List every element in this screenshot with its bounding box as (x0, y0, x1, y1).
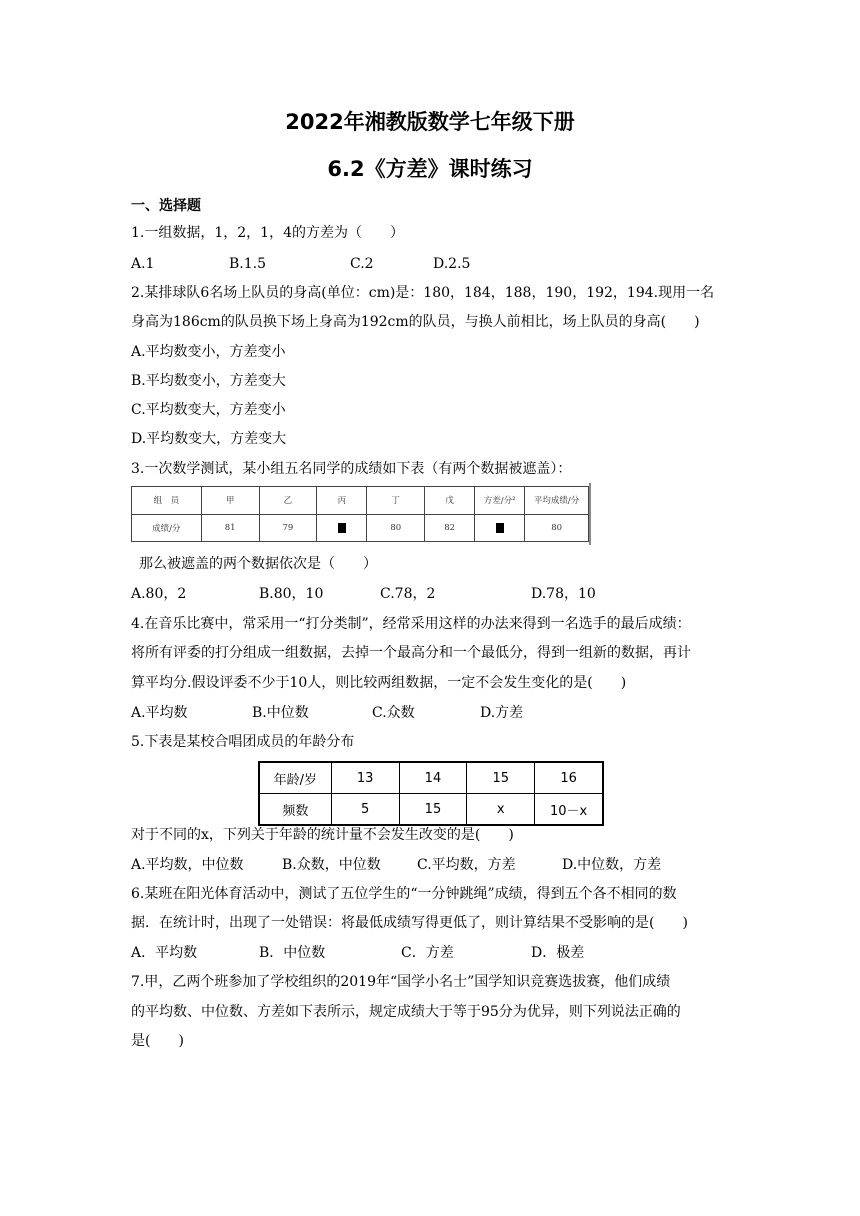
question-6-option-d: D．极差 (531, 945, 585, 961)
question-3-score-table (131, 486, 589, 542)
question-6-option-b: B．中位数 (259, 945, 326, 961)
table-cell: 82 (425, 514, 475, 542)
table-cell: 10－x (535, 794, 603, 826)
table-cell: 平均成绩/分 (525, 487, 589, 515)
question-1-option-a: A.1 (131, 256, 155, 272)
question-2-line-1: 2.某排球队6名场上队员的身高(单位：cm)是：180，184，188，190，192，194.现用一名 (131, 285, 715, 301)
table-cell-covered (475, 514, 525, 542)
question-1-option-c: C.2 (350, 256, 374, 272)
table-cell: x (467, 794, 535, 826)
section-heading: 一、选择题 (131, 198, 201, 214)
question-5-option-c: C.平均数，方差 (417, 857, 516, 873)
question-2-option-d: D.平均数变大，方差变大 (131, 431, 287, 447)
table-row (259, 762, 603, 794)
question-7-line-1: 7.甲，乙两个班参加了学校组织的2019年“国学小名士”国学知识竞赛选拔赛，他们成绩 (131, 974, 671, 990)
table-row (259, 794, 603, 826)
table-row (132, 514, 589, 542)
table-cell: 丁 (367, 487, 425, 515)
table-cell: 15 (467, 762, 535, 794)
covered-block (338, 523, 346, 533)
question-2-option-b: B.平均数变小，方差变大 (131, 373, 286, 389)
question-6-line-1: 6.某班在阳光体育活动中，测试了五位学生的“一分钟跳绳”成绩，得到五个各不相同的数 (131, 886, 677, 902)
question-6-line-2: 据．在统计时，出现了一处错误：将最低成绩写得更低了，则计算结果不受影响的是( ) (131, 915, 688, 931)
question-1-stem: 1.一组数据，1，2，1，4的方差为（ ） (131, 225, 404, 241)
question-4-line-2: 将所有评委的打分组成一组数据，去掉一个最高分和一个最低分，得到一组新的数据，再计 (131, 645, 691, 661)
question-5-option-d: D.中位数，方差 (562, 857, 662, 873)
question-6-option-a: A．平均数 (131, 945, 198, 961)
question-7-line-2: 的平均数、中位数、方差如下表所示，规定成绩大于等于95分为优异，则下列说法正确的 (131, 1004, 681, 1020)
table-cell: 甲 (201, 487, 259, 515)
question-5-followup: 对于不同的x，下列关于年龄的统计量不会发生改变的是( ) (131, 827, 514, 843)
document-subtitle: 6.2《方差》课时练习 (327, 157, 533, 181)
table-cell: 16 (535, 762, 603, 794)
question-3-option-a: A.80，2 (131, 586, 187, 602)
question-2-line-2: 身高为186cm的队员换下场上身高为192cm的队员，与换人前相比，场上队员的身高( ) (131, 314, 700, 330)
table-cell: 80 (367, 514, 425, 542)
table-cell: 80 (525, 514, 589, 542)
question-4-line-3: 算平均分.假设评委不少于10人，则比较两组数据，一定不会发生变化的是( ) (131, 675, 627, 691)
table-cell: 戊 (425, 487, 475, 515)
question-4-option-b: B.中位数 (252, 705, 309, 721)
document-title: 2022年湘教版数学七年级下册 (285, 110, 575, 134)
covered-block (496, 523, 504, 533)
question-4-option-d: D.方差 (480, 705, 524, 721)
question-3-option-b: B.80，10 (259, 586, 324, 602)
question-5-age-table (258, 761, 604, 826)
question-4-option-c: C.众数 (372, 705, 415, 721)
question-7-line-3: 是( ) (131, 1033, 184, 1049)
scan-edge-line (589, 483, 591, 545)
table-cell: 13 (331, 762, 399, 794)
question-3-option-c: C.78，2 (380, 586, 436, 602)
table-cell: 方差/分² (475, 487, 525, 515)
table-cell: 81 (201, 514, 259, 542)
question-1-option-b: B.1.5 (229, 256, 267, 272)
table-cell: 14 (399, 762, 467, 794)
question-5-option-b: B.众数，中位数 (282, 857, 381, 873)
question-4-option-a: A.平均数 (131, 705, 188, 721)
table-cell: 5 (331, 794, 399, 826)
table-cell: 79 (259, 514, 317, 542)
question-3-stem: 3.一次数学测试，某小组五名同学的成绩如下表（有两个数据被遮盖）： (131, 461, 572, 477)
question-6-option-c: C．方差 (401, 945, 454, 961)
question-5-option-a: A.平均数，中位数 (131, 857, 244, 873)
table-cell: 频数 (259, 794, 331, 826)
table-cell-covered (317, 514, 367, 542)
question-3-followup: 那么被遮盖的两个数据依次是（ ） (139, 556, 377, 572)
table-header-row (132, 487, 589, 515)
table-cell: 年龄/岁 (259, 762, 331, 794)
table-cell: 乙 (259, 487, 317, 515)
table-cell: 15 (399, 794, 467, 826)
question-4-line-1: 4.在音乐比赛中，常采用一“打分类制”，经常采用这样的办法来得到一名选手的最后成绩： (131, 616, 691, 632)
table-cell: 组 员 (132, 487, 202, 515)
table-cell: 成绩/分 (132, 514, 202, 542)
question-5-stem: 5.下表是某校合唱团成员的年龄分布 (131, 734, 355, 750)
question-1-option-d: D.2.5 (433, 256, 471, 272)
question-2-option-a: A.平均数变小，方差变小 (131, 344, 286, 360)
question-2-option-c: C.平均数变大，方差变小 (131, 402, 286, 418)
table-cell: 丙 (317, 487, 367, 515)
question-3-option-d: D.78，10 (531, 586, 596, 602)
